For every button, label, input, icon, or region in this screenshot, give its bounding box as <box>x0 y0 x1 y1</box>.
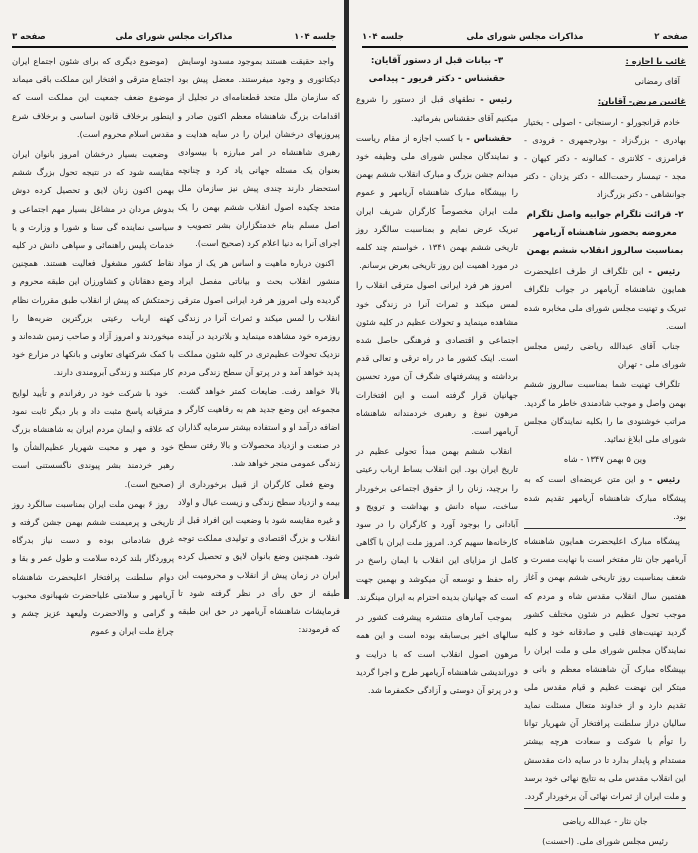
paragraph <box>356 129 518 275</box>
paragraph-text: با کسب اجازه از مقام ریاست و نمایندگان مجلس شورای ملی وظیفه خود میدانم جشن بزرگ و مبارک انقلاب ششم بهمن را بپیشگاه مبارک شاهنشاه آریامهر و عموم ملت ایران مخصوصاً کارگران شریف ایران تبریک عرض نمایم و بمناسبت سالگرد روز تاریخی ششم بهمن ۱۳۴۱ ، خواستم چند کلمه در مورد اهمیت این روز تاریخی بعرض برسانم. <box>356 132 518 271</box>
speaker-label: رئیس - <box>648 474 680 485</box>
paragraph: خود با شرکت خود در رفراندم و تأیید لوایح مترقیانه پاسخ مثبت داد و بار دیگر ثابت نمود که علاقه و ایمان مردم ایران به شاهنشاه بزرگ خود و مهر و محبت شهریار عظیم‌الشأن وا رهبر خردمند بشر پیوندی ناگسستنی است (صحیح است). <box>12 387 174 489</box>
speaker-label: رئیس - <box>648 266 680 277</box>
section-heading: ۳- بیانات قبل از دستور آقایان: حقشناس - دکتر فریور - پیدامی <box>368 56 506 85</box>
paragraph <box>356 90 518 126</box>
left-page <box>0 0 346 637</box>
paragraph-text: نطقهای قبل از دستور را شروع میکنیم آقای حقشناس بفرمائید. <box>356 94 518 123</box>
paragraph: واجد حقیقت هستند بموجود مسدود اوسایش دیکتاتوری و وجود میفرستند. معضل پیش بود که سازمان ملل متحد قطعنامه‌ای در تجلیل از اقدامات بزرگ شاهنشاه معظم اکنون صادر و پیروزیهای درخشان ایران را در سایه هدایت و رهبری شاهنشاه در امر مبارزه با بیسوادی بعنوان یک مسئله جهانی یاد کرد و چنانچه استحضار دارند چندی پیش نیز سازمان ملل متحد چکیده اصول انقلاب ششم بهمن را یک اصل مسلم بنام خدمتگزاران بشر تصویب و اجرای آنرا به دنیا اعلام کرد (صحیح است). <box>178 56 340 249</box>
publication-title: مذاکرات مجلس شورای ملی <box>466 32 584 42</box>
paragraph: اکنون درباره ماهیت و اساس هر یک از مواد منشور انقلاب بحث و بیاناتی مفصل ایراد گردیده ولی امروز هر فرد ایرانی اصول مترقی انقلاب را لمس میکند و ثمرات آنرا در زندگی روزمره خود مشاهده مینماید و بلاتردید در آینده نزدیک تحولات عظیم‌تری در کلیه شئون مملکت پدید خواهد آمد و در پرتو آن سطح زندگی مردم بالا خواهد رفت. ضایعات کمتر خواهد گشت. مجموعه این وضع جدید هم به رفاهیت کارگر و اضافه درآمد او و استفاده بیشتر سرمایه گذاران در صنعت و ازدیاد محصولات و بالا رفتن سطح زندگی عمومی منجر خواهد شد. <box>178 258 340 469</box>
telegram-date: وین ۵ بهمن ۱۳۴۷ - شاه <box>563 454 647 465</box>
telegram-address: جناب آقای عبدالله ریاضی رئیس مجلس شورای ملی - تهران <box>524 341 686 370</box>
paragraph: وضع فعلی کارگران از قبیل برخورداری از بیمه و ازدیاد سطح زندگی و زیست عیال و اولاد و غیره مقایسه شود با وضعیت این افراد قبل از انقلاب و بزرگ اقتصادی و تولیدی مملکت توجه شود. همچنین وضع بانوان لایق و تحصیل کرده ایران در زمان پیش از انقلاب و محرومیت این طبقه از حق رأی در نظر گرفته شود تا فرمایشات شاهنشاه آریامهر در حق این طبقه که فرمودند: <box>178 478 340 635</box>
signature-title: رئیس مجلس شورای ملی. (احسنت) <box>542 836 668 847</box>
section-heading: ۲- قرائت تلگرام جوابیه واصل تلگرام معروضه بحضور شاهنشاه آریامهر بمناسبت سالروز انقلاب ششم بهمن <box>526 209 684 257</box>
absent-sick-names: خادم قرانجورلو - ارسنجانی - اصولی - بختیار بهادری - بزرگ‌زاد - بوذرجمهری - فرودی - فرامرزی - کلانتری - کمالونه - دکتر کیهان - مجد - تیمسار رحمت‌الله - دکتر یزدان - دکتر جوانشاهی - دکتر بزرگ‌زاد <box>524 116 686 200</box>
paragraph: امروز هر فرد ایرانی اصول مترقی انقلاب را لمس میکند و ثمرات آنرا در زندگی خود مشاهده مینماید و تحولات عظیم در کلیه شئون اجتماعی و اقتصادی و فرهنگی حاصل شده است. اینک کشور ما در راه ترقی و تعالی قدم برداشته و پیشرفتهای شگرف آن مورد تحسین جهانیان قرار گرفته است و این افتخارات مرهون نبوغ و رهبری خردمندانه شاهنشاه آریامهر است. <box>356 280 518 437</box>
right-page <box>350 0 698 847</box>
page-number: صفحه ۲ <box>654 32 688 42</box>
speaker-label: رئیس - <box>480 94 513 105</box>
paragraph-text: و این متن عریضه‌ای است که به پیشگاه مبارک شاهنشاه آریامهر تقدیم شده بود. <box>524 474 686 521</box>
page-header <box>12 30 336 48</box>
paragraph: (موضوع دیگری که برای شئون اجتماع ایران اجتماع مترقی و افتخار این مملکت باقی میماند موضوع ضعف جمعیت این مملکت است که اینطور برخلاف قانون اساسی و برخلاف شرع مقدس اسلام محروم است). <box>12 56 174 139</box>
text-column <box>356 52 518 701</box>
paragraph: انقلاب ششم بهمن مبدأ تحولی عظیم در تاریخ ایران بود. این انقلاب بساط ارباب رعیتی را برچید، زنان را از حقوق اجتماعی برخوردار ساخت، سپاه دانش و بهداشت و ترویج و آبادانی را بوجود آورد و کارگران را در سود کارخانه‌ها سهیم کرد. امروز ملت ایران با آگاهی کامل از مزایای این انقلاب با ایمان راسخ در راه حفظ و توسعه آن میکوشد و بهمین جهت است که جهانیان بدیده احترام به ایران مینگرند. <box>356 446 518 602</box>
petition-text: پیشگاه مبارک اعلیحضرت همایون شاهنشاه آریامهر جان نثار مفتخر است با نهایت مسرت و شعف بمناسبت روز تاریخی ششم بهمن و آغاز هفتمین سال انقلاب مقدس شاه و مردم که موجب تحول عظیم در شئون مختلف کشور گردید تهنیت‌های قلبی و صادقانه خود و کلیه نمایندگان مجلس شورای ملی و ملت ایران را بپیشگاه مبارک آن شاهنشاه معظم و بانی و مبتکر این نهضت عظیم و قیام مقدس ملی تقدیم دارد و از خداوند متعال مسئلت نماید سالیان دراز سلطنت پرافتخار آن شهریار توانا را توأم با شوکت و سعادت هرچه بیشتر مستدام و پایدار بدارد تا در سایه ذات مقدسش این انقلاب مقدس ملی به نتایج نهائی خود برسد و ملت ایران از ثمرات نهائی آن برخوردار گردد. <box>524 536 686 801</box>
absent-sick-label: غائبین مریض- آقایان: <box>597 96 686 107</box>
speaker-label: حقشناس - <box>466 132 512 143</box>
text-column <box>178 52 340 641</box>
telegram-text: تلگراف تهنیت شما بمناسبت سالروز ششم بهمن واصل و موجب شادمندی خاطر ما گردید. مراتب خوشنودی ما را بکلیه نمایندگان مجلس شورای ملی ابلاغ نمائید. <box>524 379 686 445</box>
paragraph <box>524 470 686 525</box>
session-number: جلسه ۱۰۴ <box>294 32 336 42</box>
paragraph: بموجب آمارهای منتشره پیشرفت کشور در سالهای اخیر بی‌سابقه بوده است و این همه مرهون اصول انقلاب است که با درایت و دوراندیشی شاهنشاه آریامهر طرح و اجرا گردید و در پرتو آن دوستی و آزادگی حکمفرما شد. <box>356 612 518 695</box>
paragraph: روز ۶ بهمن ملت ایران بمناسبت سالگرد روز تاریخی و پرمیمنت ششم بهمن جشن گرفته و غرق شادمانی بوده و دست نیاز بدرگاه پروردگار بلند کرده سلامت و طول عمر و بقا و دوام سلطنت پرافتخار اعلیحضرت شاهنشاه آریامهر و سلامتی علیاحضرت شهبانوی محبوب و گرامی و والاحضرت ولیعهد عزیز چشم و چراغ ملت ایران و عموم <box>12 498 174 637</box>
page-number: صفحه ۳ <box>12 32 46 42</box>
text-column <box>12 52 174 643</box>
page-header <box>362 30 688 48</box>
publication-title: مذاکرات مجلس شورای ملی <box>115 32 233 42</box>
paragraph: وضعیت بسیار درخشان امروز بانوان ایران مقایسه شود که در نتیجه تحول بزرگ ششم بهمن اکنون زنان لایق و تحصیل کرده دوش بدوش مردان در مشاغل بسیار مهم اجتماعی و سیاسی نماینده گی سنا و شورا و وزارت و یا خدمات پلیس راهنمائی و سپاهی دانش در کلیه نقاط کشور مشغول فعالیت هستند. همچنین وضع دهقانان و کشاورزان این طبقه محروم و زحمتکش که پیش از انقلاب طبق مقررات نظام کهنه ارباب رعیتی بزرگترین ضربه‌ها را میخوردند و امروز آزاد و صاحب زمین شده‌اند و با کمک شرکتهای تعاونی و بانکها در مزارع خود کار میکنند و زندگی آبرومندی دارند. <box>12 149 174 378</box>
text-column <box>524 52 686 853</box>
divider <box>524 808 686 809</box>
paragraph <box>524 262 686 335</box>
divider <box>524 528 686 529</box>
absent-with-leave-label: غائب با اجازه : <box>625 56 686 66</box>
session-number: جلسه ۱۰۴ <box>362 32 404 42</box>
absent-with-leave-names: آقای رمضانی <box>634 76 680 87</box>
signature-name: جان نثار - عبدالله ریاضی <box>562 816 648 827</box>
paragraph-text: این تلگراف از طرف اعلیحضرت همایون شاهنشاه آریامهر در جواب تلگراف تبریک و تهنیت مجلس شورای ملی مخابره شده است. <box>524 266 686 331</box>
